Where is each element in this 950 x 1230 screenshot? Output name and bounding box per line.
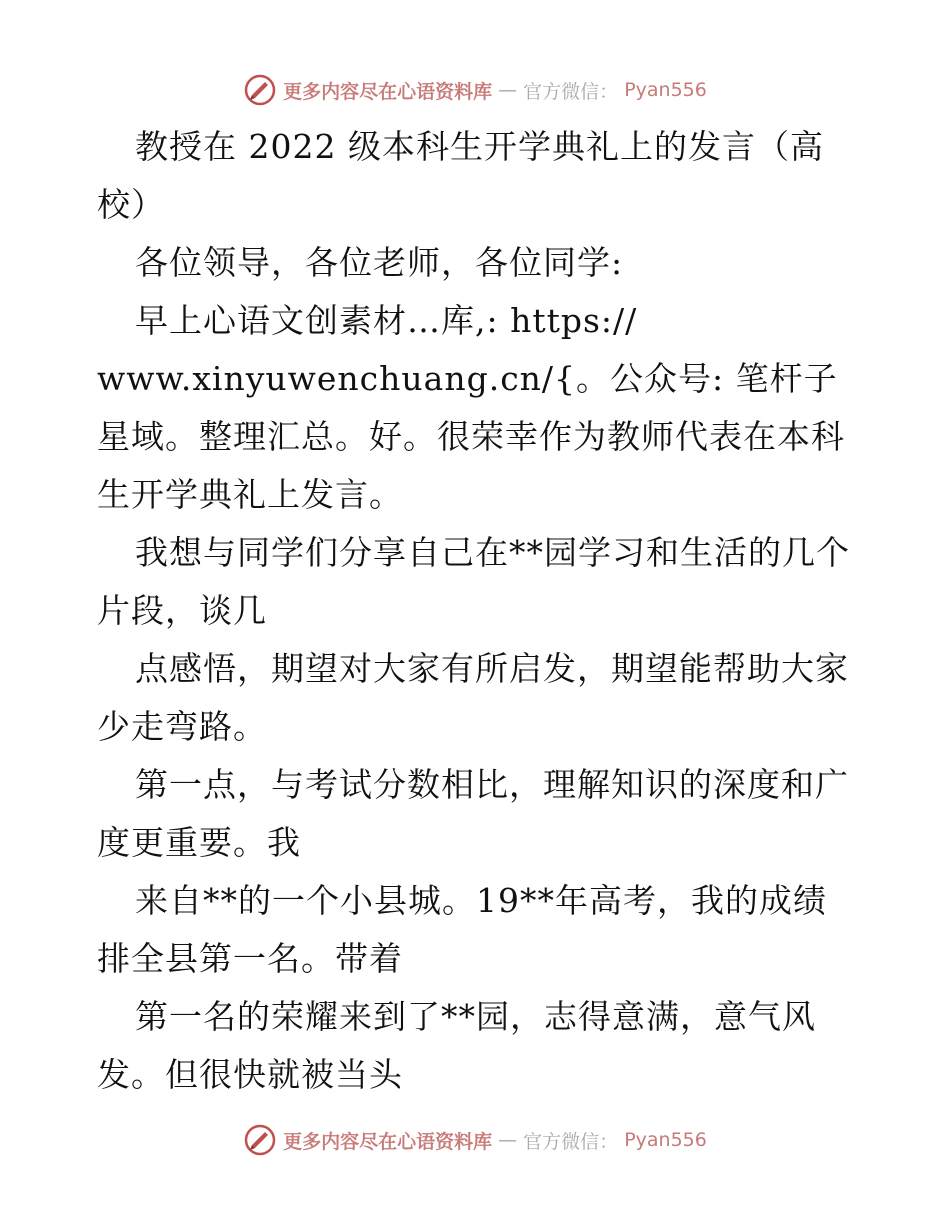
paragraph: 来自**的一个小县城。19**年高考，我的成绩排全县第一名。带着 <box>97 881 827 978</box>
watermark-wechat-id: Pyan556 <box>624 79 707 101</box>
document-body <box>97 118 857 1104</box>
watermark-dash: — <box>498 79 518 101</box>
paragraph: www.xinyuwenchuang.cn/{。公众号: 笔杆子星域。整理汇总。好。很荣幸作为教师代表在本科生开学典礼上发言。 <box>97 359 845 514</box>
paragraph: 早上心语文创素材…库,: https:// <box>135 301 638 340</box>
paragraph: 第一名的荣耀来到了**园，志得意满，意气风发。但很快就被当头 <box>97 997 816 1094</box>
footer-watermark <box>0 1120 950 1160</box>
watermark-sub-text: 官方微信： <box>523 1130 619 1153</box>
paragraph: 各位领导，各位老师，各位同学: <box>135 243 624 282</box>
watermark-wechat-id: Pyan556 <box>624 1129 707 1151</box>
watermark-dash: — <box>498 1129 518 1151</box>
paragraph: 第一点，与考试分数相比，理解知识的深度和广度更重要。我 <box>97 765 849 862</box>
document-title: 教授在 2022 级本科生开学典礼上的发言（高校） <box>97 127 824 224</box>
watermark-main-text: 更多内容尽在心语资料库 <box>283 80 493 103</box>
paragraph: 点感悟，期望对大家有所启发，期望能帮助大家少走弯路。 <box>97 649 849 746</box>
logo-icon <box>243 73 277 107</box>
header-watermark <box>0 70 950 110</box>
logo-icon <box>243 1123 277 1157</box>
watermark-sub-text: 官方微信： <box>523 80 619 103</box>
paragraph: 我想与同学们分享自己在**园学习和生活的几个片段，谈几 <box>97 533 850 630</box>
watermark-main-text: 更多内容尽在心语资料库 <box>283 1130 493 1153</box>
